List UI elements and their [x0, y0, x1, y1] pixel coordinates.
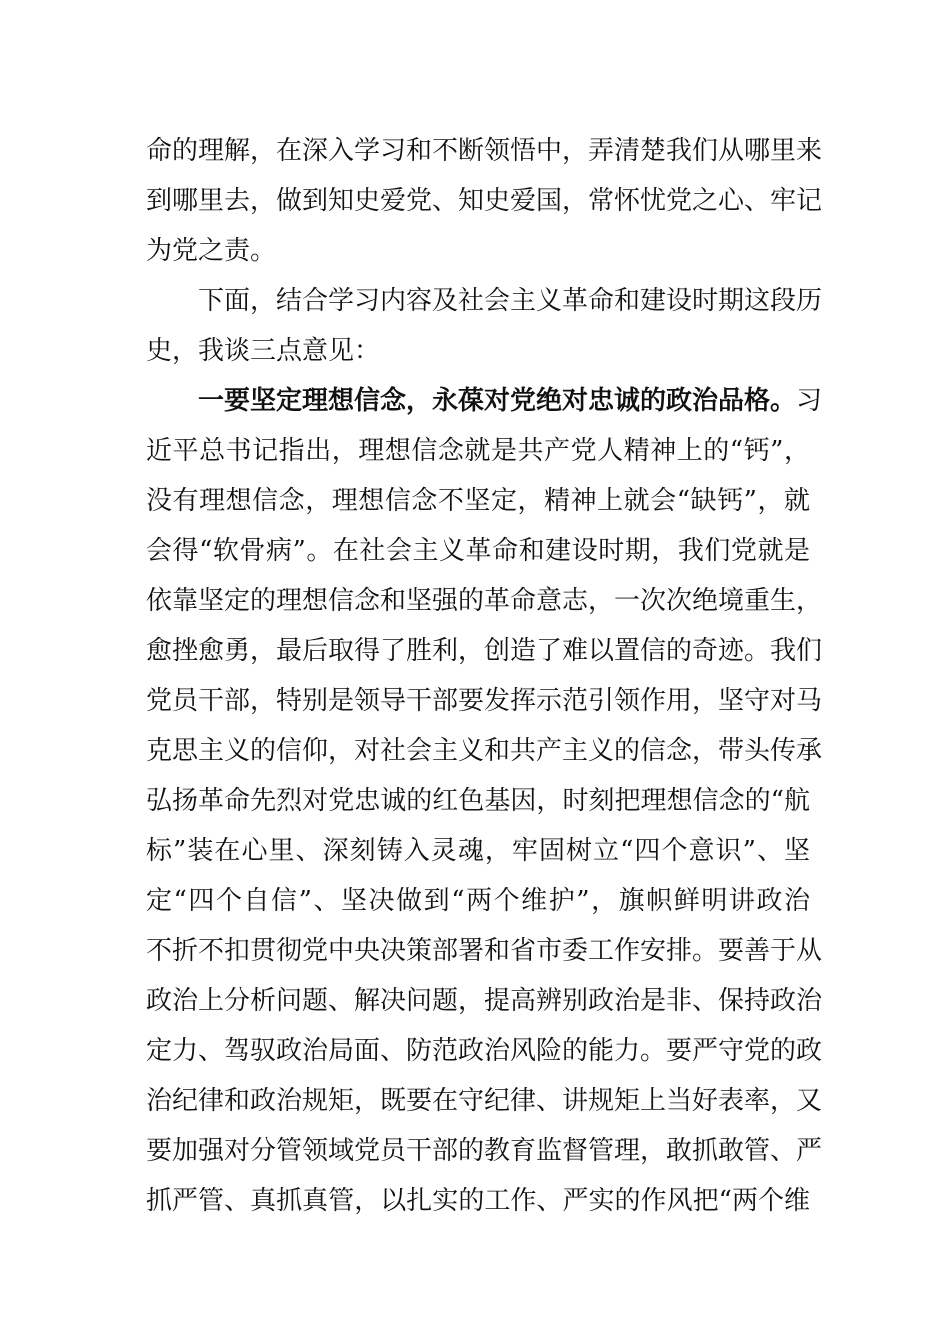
text-line: 愈挫愈勇，最后取得了胜利，创造了难以置信的奇迹。我们: [146, 636, 823, 666]
text-line: 克思主义的信仰，对社会主义和共产主义的信念，带头传承: [146, 736, 823, 766]
body-text: [146, 126, 823, 1226]
text-line: 依靠坚定的理想信念和坚强的革命意志，一次次绝境重生，: [146, 586, 823, 616]
text-line: 弘扬革命先烈对党忠诚的红色基因，时刻把理想信念的“航: [146, 786, 810, 816]
text-line: 要加强对分管领域党员干部的教育监督管理，敢抓敢管、严: [146, 1136, 823, 1166]
text-line: 不折不扣贯彻党中央决策部署和省市委工作安排。要善于从: [146, 936, 823, 966]
text-line: 命的理解，在深入学习和不断领悟中，弄清楚我们从哪里来: [146, 136, 823, 166]
text-line: 近平总书记指出，理想信念就是共产党人精神上的“钙”，: [146, 436, 810, 466]
text-line: 定“四个自信”、坚决做到“两个维护”，旗帜鲜明讲政治: [146, 886, 810, 916]
section-heading-line: [146, 376, 823, 426]
paragraph-start-line: 下面，结合学习内容及社会主义革命和建设时期这段历: [198, 286, 823, 316]
text-line: 标”装在心里、深刻铸入灵魂，牢固树立“四个意识”、坚: [146, 836, 810, 866]
text-line: 为党之责。: [146, 236, 277, 266]
section-heading: 一要坚定理想信念，永葆对党绝对忠诚的政治品格。: [198, 386, 797, 416]
text-line: 政治上分析问题、解决问题，提高辨别政治是非、保持政治: [146, 986, 823, 1016]
text-line: 会得“软骨病”。在社会主义革命和建设时期，我们党就是: [146, 536, 810, 566]
text-line: 到哪里去，做到知史爱党、知史爱国，常怀忧党之心、牢记: [146, 186, 823, 216]
text-line: 史，我谈三点意见：: [146, 336, 381, 366]
text-line: 定力、驾驭政治局面、防范政治风险的能力。要严守党的政: [146, 1036, 823, 1066]
text-line: 抓严管、真抓真管，以扎实的工作、严实的作风把“两个维: [146, 1186, 810, 1216]
text-line: 党员干部，特别是领导干部要发挥示范引领作用，坚守对马: [146, 686, 823, 716]
section-heading-continuation: 习: [796, 386, 823, 416]
text-line: 治纪律和政治规矩，既要在守纪律、讲规矩上当好表率，又: [146, 1086, 823, 1116]
text-line: 没有理想信念，理想信念不坚定，精神上就会“缺钙”，就: [146, 486, 810, 516]
